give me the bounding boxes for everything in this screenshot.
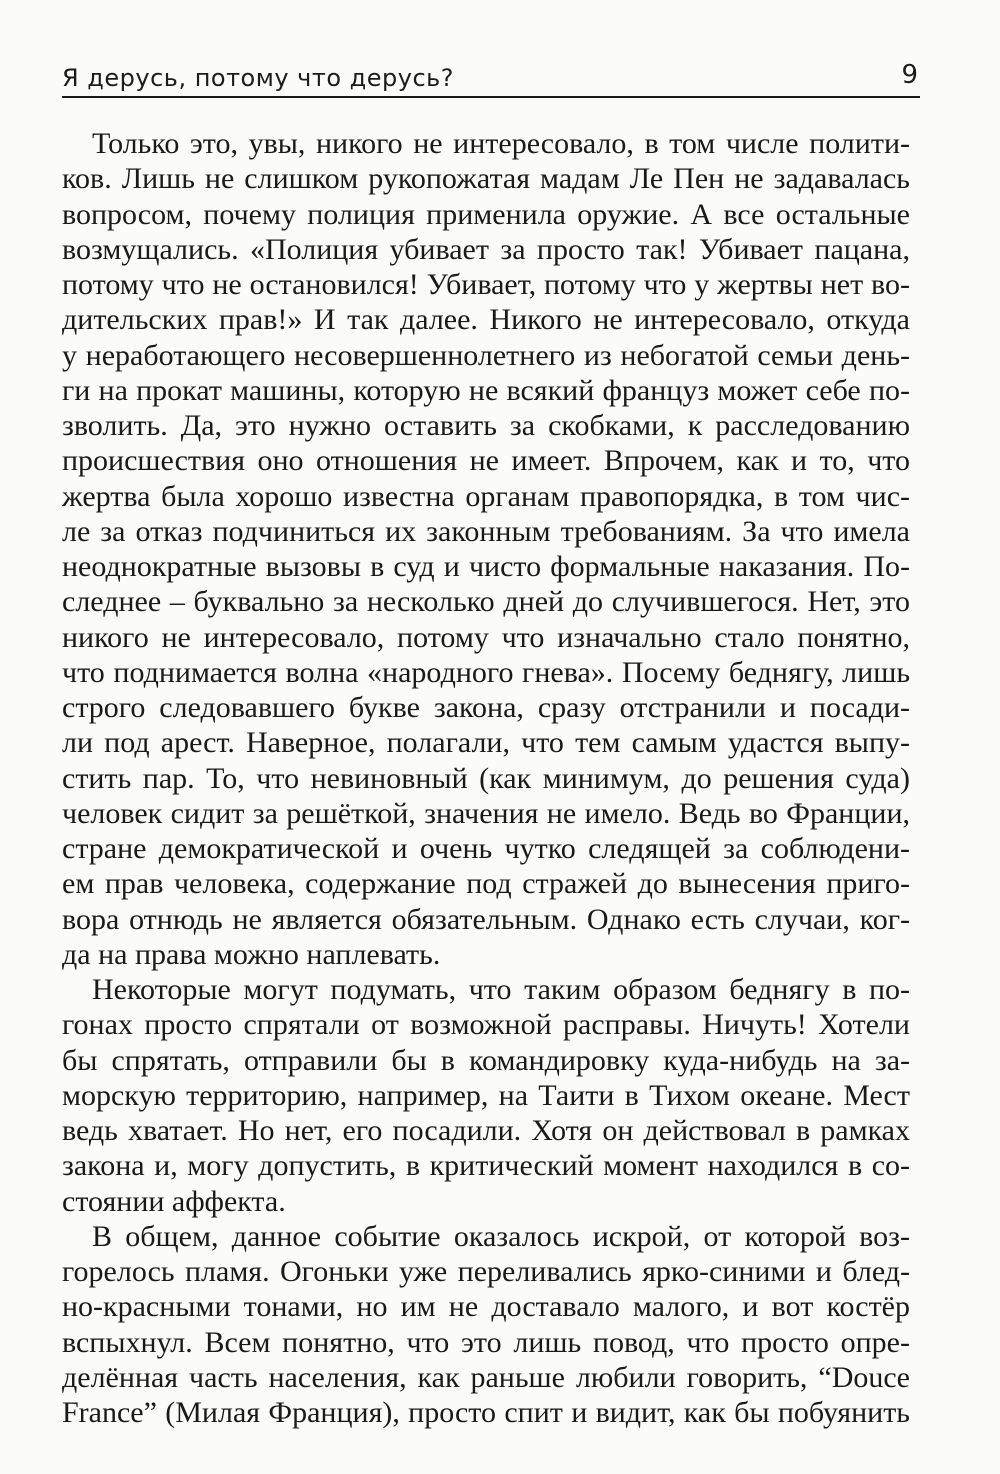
paragraph-1: [62, 126, 910, 972]
text-line: дительских прав!» И так далее. Никого не интересовало, откуда: [62, 303, 910, 337]
text-line: происшествия оно отношения не имеет. Впрочем, как и то, что: [62, 444, 910, 478]
text-line: морскую территорию, например, на Таити в Тихом океане. Мест: [62, 1078, 910, 1112]
page-number: 9: [901, 60, 918, 90]
text-line: у неработающего несовершеннолетнего из небогатой семьи день-: [62, 338, 910, 372]
paragraph-2: [62, 972, 910, 1219]
running-header: [62, 58, 920, 98]
text-line: Только это, увы, никого не интересовало, в том числе полити-: [92, 127, 910, 160]
text-line: следнее – буквально за несколько дней до случившегося. Нет, это: [62, 585, 910, 619]
text-line: стоянии аффекта.: [62, 1184, 286, 1218]
text-line: но-красными тонами, но им не доставало малого, и вот костёр: [62, 1290, 910, 1324]
text-line: вора отнюдь не является обязательным. Однако есть случаи, ког-: [62, 902, 910, 936]
text-line: жертва была хорошо известна органам правопорядка, в том чис-: [62, 479, 910, 513]
text-line: что поднимается волна «народного гнева». Посему беднягу, лишь: [62, 655, 910, 689]
text-line: ведь хватает. Но нет, его посадили. Хотя он действовал в рамках: [62, 1114, 910, 1147]
paragraph-3: [62, 1219, 910, 1431]
text-line: возмущались. «Полиция убивает за просто так! Убивает пацана,: [62, 232, 910, 266]
text-line: ги на прокат машины, которую не всякий француз может себе по-: [62, 373, 910, 407]
running-title: Я дерусь, потому что дерусь?: [62, 64, 455, 92]
text-line: стране демократической и очень чутко следящей за соблюдени-: [62, 832, 910, 865]
text-line: зволить. Да, это нужно оставить за скобками, к расследованию: [62, 409, 910, 442]
text-line: В общем, данное событие оказалось искрой, от которой воз-: [92, 1219, 910, 1253]
text-line: горелось пламя. Огоньки уже переливались ярко-синими и блед-: [62, 1255, 910, 1288]
text-line: Некоторые могут подумать, что таким образом беднягу в по-: [92, 973, 910, 1006]
text-line: стить пар. То, что невиновный (как минимум, до решения суда): [62, 761, 910, 795]
text-line: вспыхнул. Всем понятно, что это лишь повод, что просто опре-: [62, 1325, 910, 1359]
text-line: бы спрятать, отправили бы в командировку куда-нибудь на за-: [62, 1043, 910, 1077]
text-line: закона и, могу допустить, в критический момент находился в со-: [62, 1149, 910, 1183]
text-line: вопросом, почему полиция применила оружие. А все остальные: [62, 197, 910, 231]
body-text: [62, 126, 910, 1430]
text-line: ли под арест. Наверное, полагали, что тем самым удастся выпу-: [62, 726, 910, 760]
text-line: ем прав человека, содержание под стражей до вынесения приго-: [62, 867, 910, 901]
text-line: да на права можно наплевать.: [62, 937, 441, 971]
text-line: France” (Милая Франция), просто спит и видит, как бы побуянить: [62, 1396, 910, 1429]
text-line: никого не интересовало, потому что изначально стало понятно,: [62, 620, 910, 654]
text-line: ков. Лишь не слишком рукопожатая мадам Ле Пен не задавалась: [62, 162, 910, 196]
text-line: человек сидит за решёткой, значения не имело. Ведь во Франции,: [62, 796, 910, 830]
text-line: строго следовавшего букве закона, сразу отстранили и посади-: [62, 691, 910, 724]
text-line: делённая часть населения, как раньше любили говорить, “Douce: [62, 1360, 910, 1394]
text-line: гонах просто спрятали от возможной расправы. Ничуть! Хотели: [62, 1008, 910, 1042]
text-line: потому что не остановился! Убивает, потому что у жертвы нет во-: [62, 268, 910, 301]
text-line: неоднократные вызовы в суд и чисто формальные наказания. По-: [62, 550, 910, 583]
text-line: ле за отказ подчиниться их законным требованиям. За что имела: [62, 514, 910, 548]
